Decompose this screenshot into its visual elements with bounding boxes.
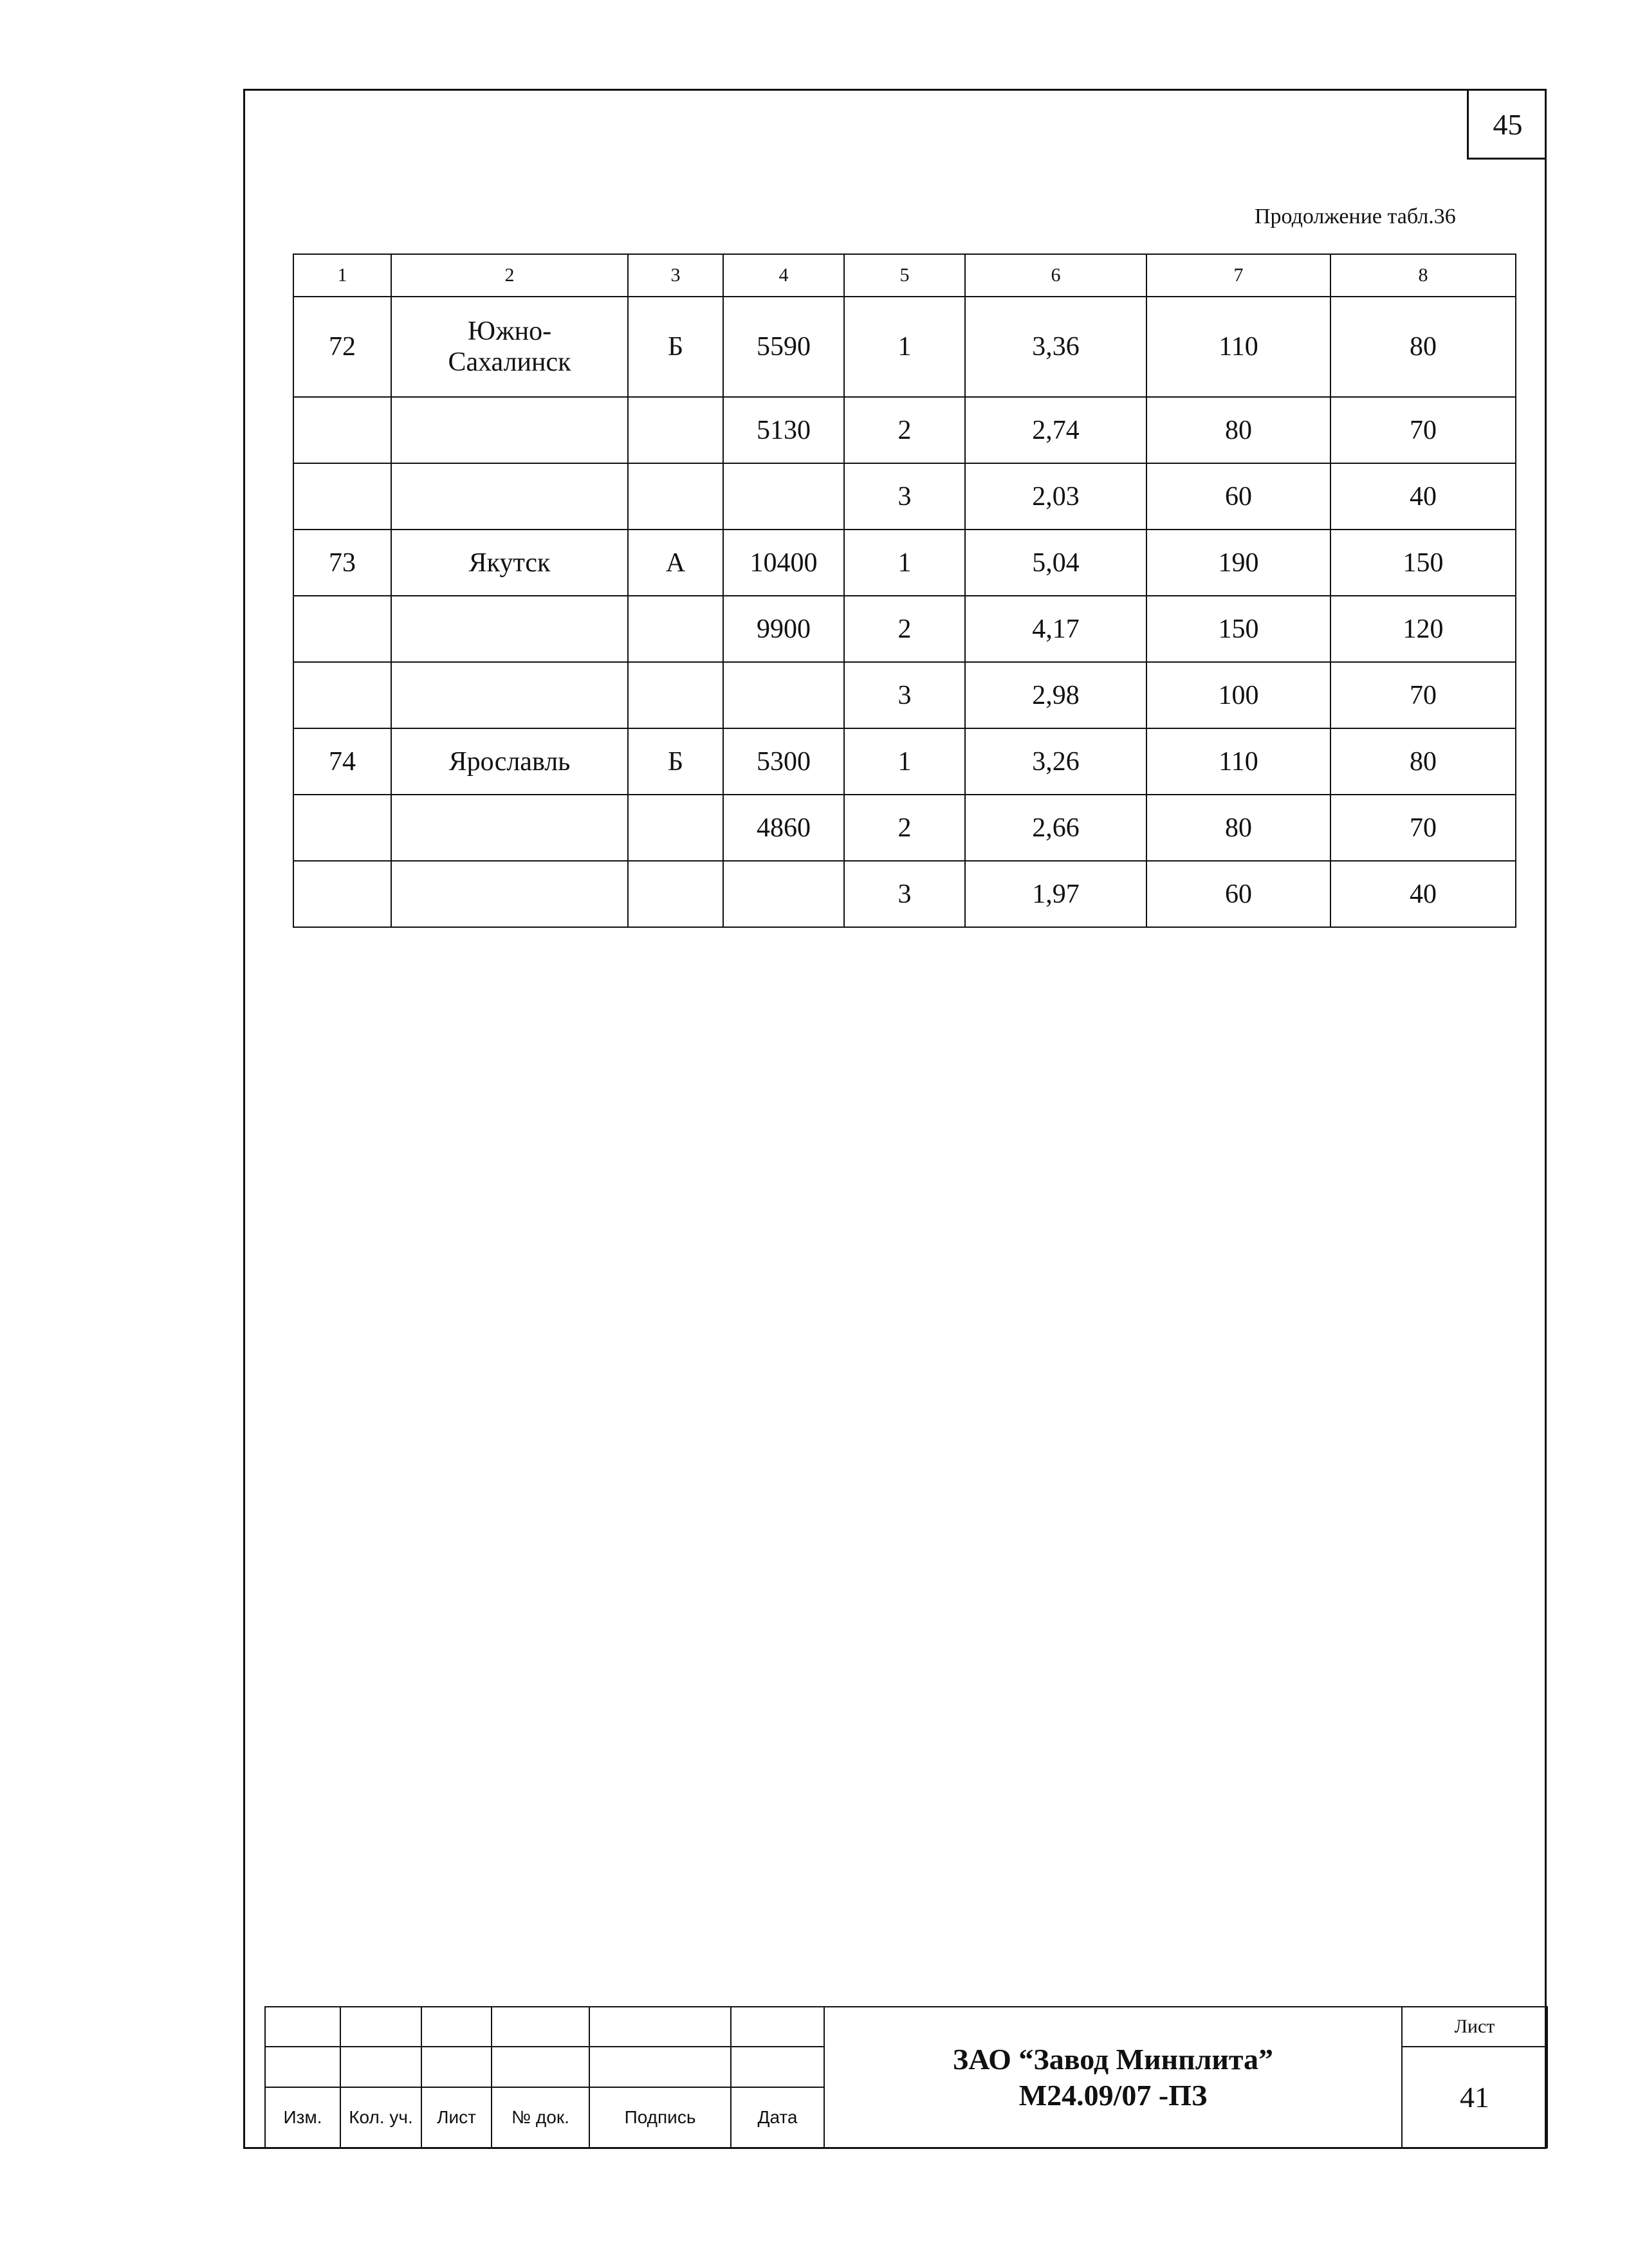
stamp-label: Кол. уч. bbox=[340, 2087, 421, 2148]
table-cell: 190 bbox=[1146, 530, 1330, 596]
sheet-label: Лист bbox=[1402, 2007, 1547, 2047]
table-cell: 70 bbox=[1330, 795, 1516, 861]
table-cell bbox=[391, 463, 628, 530]
table-cell: 110 bbox=[1146, 728, 1330, 795]
stamp-cell bbox=[731, 2047, 824, 2087]
table-cell bbox=[391, 795, 628, 861]
table-cell: 2 bbox=[844, 795, 965, 861]
city-name: Якутск bbox=[391, 530, 628, 596]
table-cell: 100 bbox=[1146, 662, 1330, 728]
table-continuation-label: Продолжение табл.36 bbox=[1255, 205, 1456, 228]
table-cell bbox=[391, 596, 628, 662]
table-cell: 5,04 bbox=[965, 530, 1146, 596]
table-cell: 1,97 bbox=[965, 861, 1146, 927]
table-cell: 2 bbox=[844, 596, 965, 662]
table-cell bbox=[293, 662, 391, 728]
table-cell bbox=[628, 397, 723, 463]
document-code: М24.09/07 -ПЗ bbox=[1018, 2078, 1208, 2112]
column-header: 6 bbox=[965, 254, 1146, 297]
table-cell: 2,74 bbox=[965, 397, 1146, 463]
table-cell bbox=[293, 397, 391, 463]
table-row bbox=[293, 861, 1516, 927]
table-cell: 2 bbox=[844, 397, 965, 463]
table-cell bbox=[293, 463, 391, 530]
table-cell: 80 bbox=[1330, 728, 1516, 795]
table-cell bbox=[391, 397, 628, 463]
table-cell: 60 bbox=[1146, 463, 1330, 530]
table-cell: 3 bbox=[844, 861, 965, 927]
stamp-cell bbox=[421, 2047, 492, 2087]
stamp-label: Подпись bbox=[589, 2087, 731, 2148]
table-row bbox=[293, 795, 1516, 861]
table-cell bbox=[723, 861, 844, 927]
column-header: 4 bbox=[723, 254, 844, 297]
table-cell: 150 bbox=[1330, 530, 1516, 596]
stamp-cell bbox=[589, 2047, 731, 2087]
table-cell bbox=[723, 662, 844, 728]
table-cell: 1 bbox=[844, 297, 965, 397]
stamp-cell bbox=[589, 2007, 731, 2047]
table-cell: 2,03 bbox=[965, 463, 1146, 530]
table-cell: 2,98 bbox=[965, 662, 1146, 728]
table-cell: 3,36 bbox=[965, 297, 1146, 397]
table-cell: 60 bbox=[1146, 861, 1330, 927]
table-cell: 120 bbox=[1330, 596, 1516, 662]
zone-cell: Б bbox=[628, 728, 723, 795]
column-header: 7 bbox=[1146, 254, 1330, 297]
table-cell bbox=[628, 861, 723, 927]
table-cell: 40 bbox=[1330, 861, 1516, 927]
table-cell bbox=[628, 596, 723, 662]
stamp-cell bbox=[492, 2007, 589, 2047]
table-row bbox=[293, 662, 1516, 728]
table-row bbox=[293, 728, 1516, 795]
column-header: 5 bbox=[844, 254, 965, 297]
stamp-label: Изм. bbox=[265, 2087, 340, 2148]
stamp-cell bbox=[265, 2047, 340, 2087]
city-name: Ярославль bbox=[391, 728, 628, 795]
table-cell: 3 bbox=[844, 662, 965, 728]
page-number: 45 bbox=[1467, 91, 1547, 160]
table-cell: 40 bbox=[1330, 463, 1516, 530]
stamp-cell bbox=[492, 2047, 589, 2087]
header-row bbox=[293, 254, 1516, 297]
table-cell: 1 bbox=[844, 728, 965, 795]
row-id: 72 bbox=[293, 297, 391, 397]
column-header: 8 bbox=[1330, 254, 1516, 297]
stamp-cell bbox=[265, 2007, 340, 2047]
table-cell: 70 bbox=[1330, 662, 1516, 728]
city-name: Южно- Сахалинск bbox=[391, 297, 628, 397]
row-id: 74 bbox=[293, 728, 391, 795]
sheet-number: 41 bbox=[1402, 2047, 1547, 2148]
table-cell: 150 bbox=[1146, 596, 1330, 662]
table-cell bbox=[628, 662, 723, 728]
table-row bbox=[293, 530, 1516, 596]
zone-cell: Б bbox=[628, 297, 723, 397]
table-cell bbox=[723, 463, 844, 530]
table-cell: 80 bbox=[1146, 795, 1330, 861]
table-cell: 10400 bbox=[723, 530, 844, 596]
table-cell bbox=[628, 795, 723, 861]
table-cell: 9900 bbox=[723, 596, 844, 662]
document-title bbox=[824, 2007, 1402, 2148]
table-row bbox=[293, 297, 1516, 397]
company-name: ЗАО “Завод Минплита” bbox=[952, 2043, 1274, 2076]
stamp-label: Дата bbox=[731, 2087, 824, 2148]
table-cell: 1 bbox=[844, 530, 965, 596]
table-cell: 2,66 bbox=[965, 795, 1146, 861]
stamp-label: № док. bbox=[492, 2087, 589, 2148]
column-header: 3 bbox=[628, 254, 723, 297]
table-cell: 5130 bbox=[723, 397, 844, 463]
table-cell: 3,26 bbox=[965, 728, 1146, 795]
table-cell bbox=[391, 662, 628, 728]
table-cell: 110 bbox=[1146, 297, 1330, 397]
table-cell bbox=[293, 795, 391, 861]
table-cell bbox=[293, 861, 391, 927]
table-cell: 80 bbox=[1146, 397, 1330, 463]
stamp-cell bbox=[731, 2007, 824, 2047]
table-cell: 4860 bbox=[723, 795, 844, 861]
table-cell: 70 bbox=[1330, 397, 1516, 463]
table-cell: 3 bbox=[844, 463, 965, 530]
row-id: 73 bbox=[293, 530, 391, 596]
table-row bbox=[293, 596, 1516, 662]
stamp-label: Лист bbox=[421, 2087, 492, 2148]
zone-cell: А bbox=[628, 530, 723, 596]
title-block bbox=[264, 2006, 1548, 2148]
table-cell: 4,17 bbox=[965, 596, 1146, 662]
table-cell bbox=[293, 596, 391, 662]
data-table bbox=[293, 254, 1516, 928]
table-cell: 5300 bbox=[723, 728, 844, 795]
table-cell bbox=[391, 861, 628, 927]
stamp-cell bbox=[421, 2007, 492, 2047]
column-header: 1 bbox=[293, 254, 391, 297]
table-row bbox=[293, 397, 1516, 463]
table-cell: 80 bbox=[1330, 297, 1516, 397]
table-cell: 5590 bbox=[723, 297, 844, 397]
stamp-cell bbox=[340, 2047, 421, 2087]
column-header: 2 bbox=[391, 254, 628, 297]
stamp-cell bbox=[340, 2007, 421, 2047]
table-row bbox=[293, 463, 1516, 530]
table-cell bbox=[628, 463, 723, 530]
